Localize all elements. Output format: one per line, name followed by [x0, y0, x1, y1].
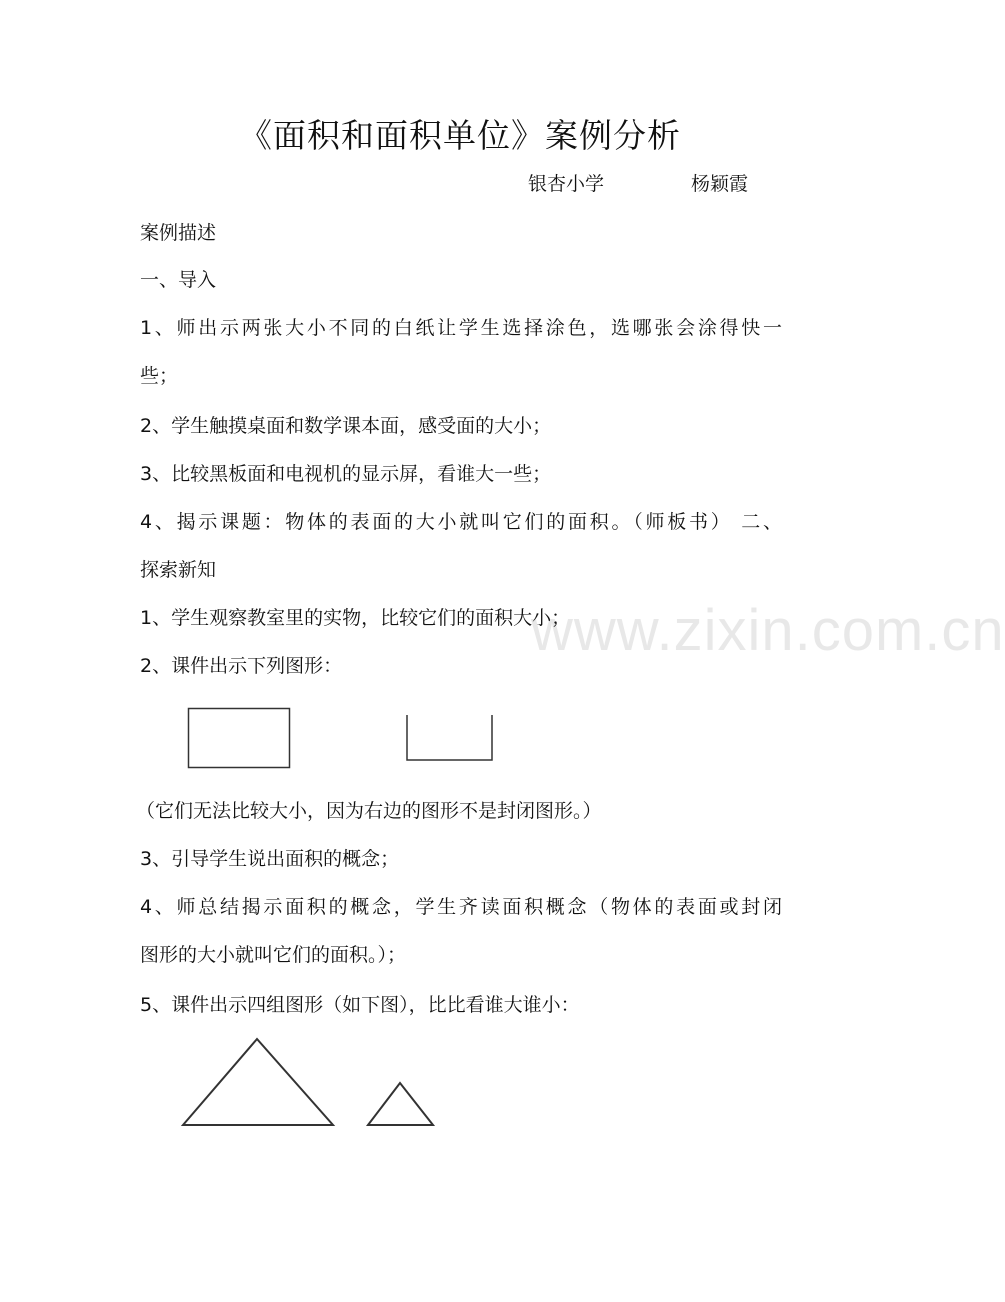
- part1-heading: 一、导入: [140, 269, 217, 291]
- paragraph-line: 1、师出示两张大小不同的白纸让学生选择涂色，选哪张会涂得快一: [140, 317, 782, 339]
- paragraph-line: 探索新知: [140, 559, 217, 581]
- document-title: 《面积和面积单位》案例分析: [239, 116, 681, 155]
- author-name: 杨颖霞: [691, 173, 749, 195]
- paragraph-line: 3、比较黑板面和电视机的显示屏，看谁大一些；: [140, 463, 552, 485]
- watermark: www.zixin.com.cn: [531, 598, 1005, 663]
- paragraph-line: 图形的大小就叫它们的面积。）；: [140, 944, 407, 966]
- paragraph-line: 2、课件出示下列图形：: [140, 655, 343, 677]
- paragraph-line: 4、师总结揭示面积的概念，学生齐读面积概念（物体的表面或封闭: [140, 896, 782, 918]
- paragraph-line: 4、揭示课题：物体的表面的大小就叫它们的面积。（师板书） 二、: [140, 511, 782, 533]
- school-name: 银杏小学: [528, 173, 605, 195]
- large-triangle-figure: [180, 1036, 338, 1130]
- section-heading: 案例描述: [140, 222, 217, 244]
- paragraph-line: 3、引导学生说出面积的概念；: [140, 848, 400, 870]
- paragraph-line: 5、课件出示四组图形（如下图），比比看谁大谁小：: [140, 994, 580, 1016]
- open-figure: [405, 714, 497, 764]
- closed-rectangle-figure: [187, 707, 293, 771]
- paragraph-line: （它们无法比较大小，因为右边的图形不是封闭图形。）: [136, 800, 602, 822]
- small-triangle-figure: [365, 1080, 439, 1130]
- paragraph-line: 些；: [140, 365, 179, 387]
- paragraph-line: 2、学生触摸桌面和数学课本面，感受面的大小；: [140, 415, 552, 437]
- paragraph-line: 1、学生观察教室里的实物，比较它们的面积大小；: [140, 607, 571, 629]
